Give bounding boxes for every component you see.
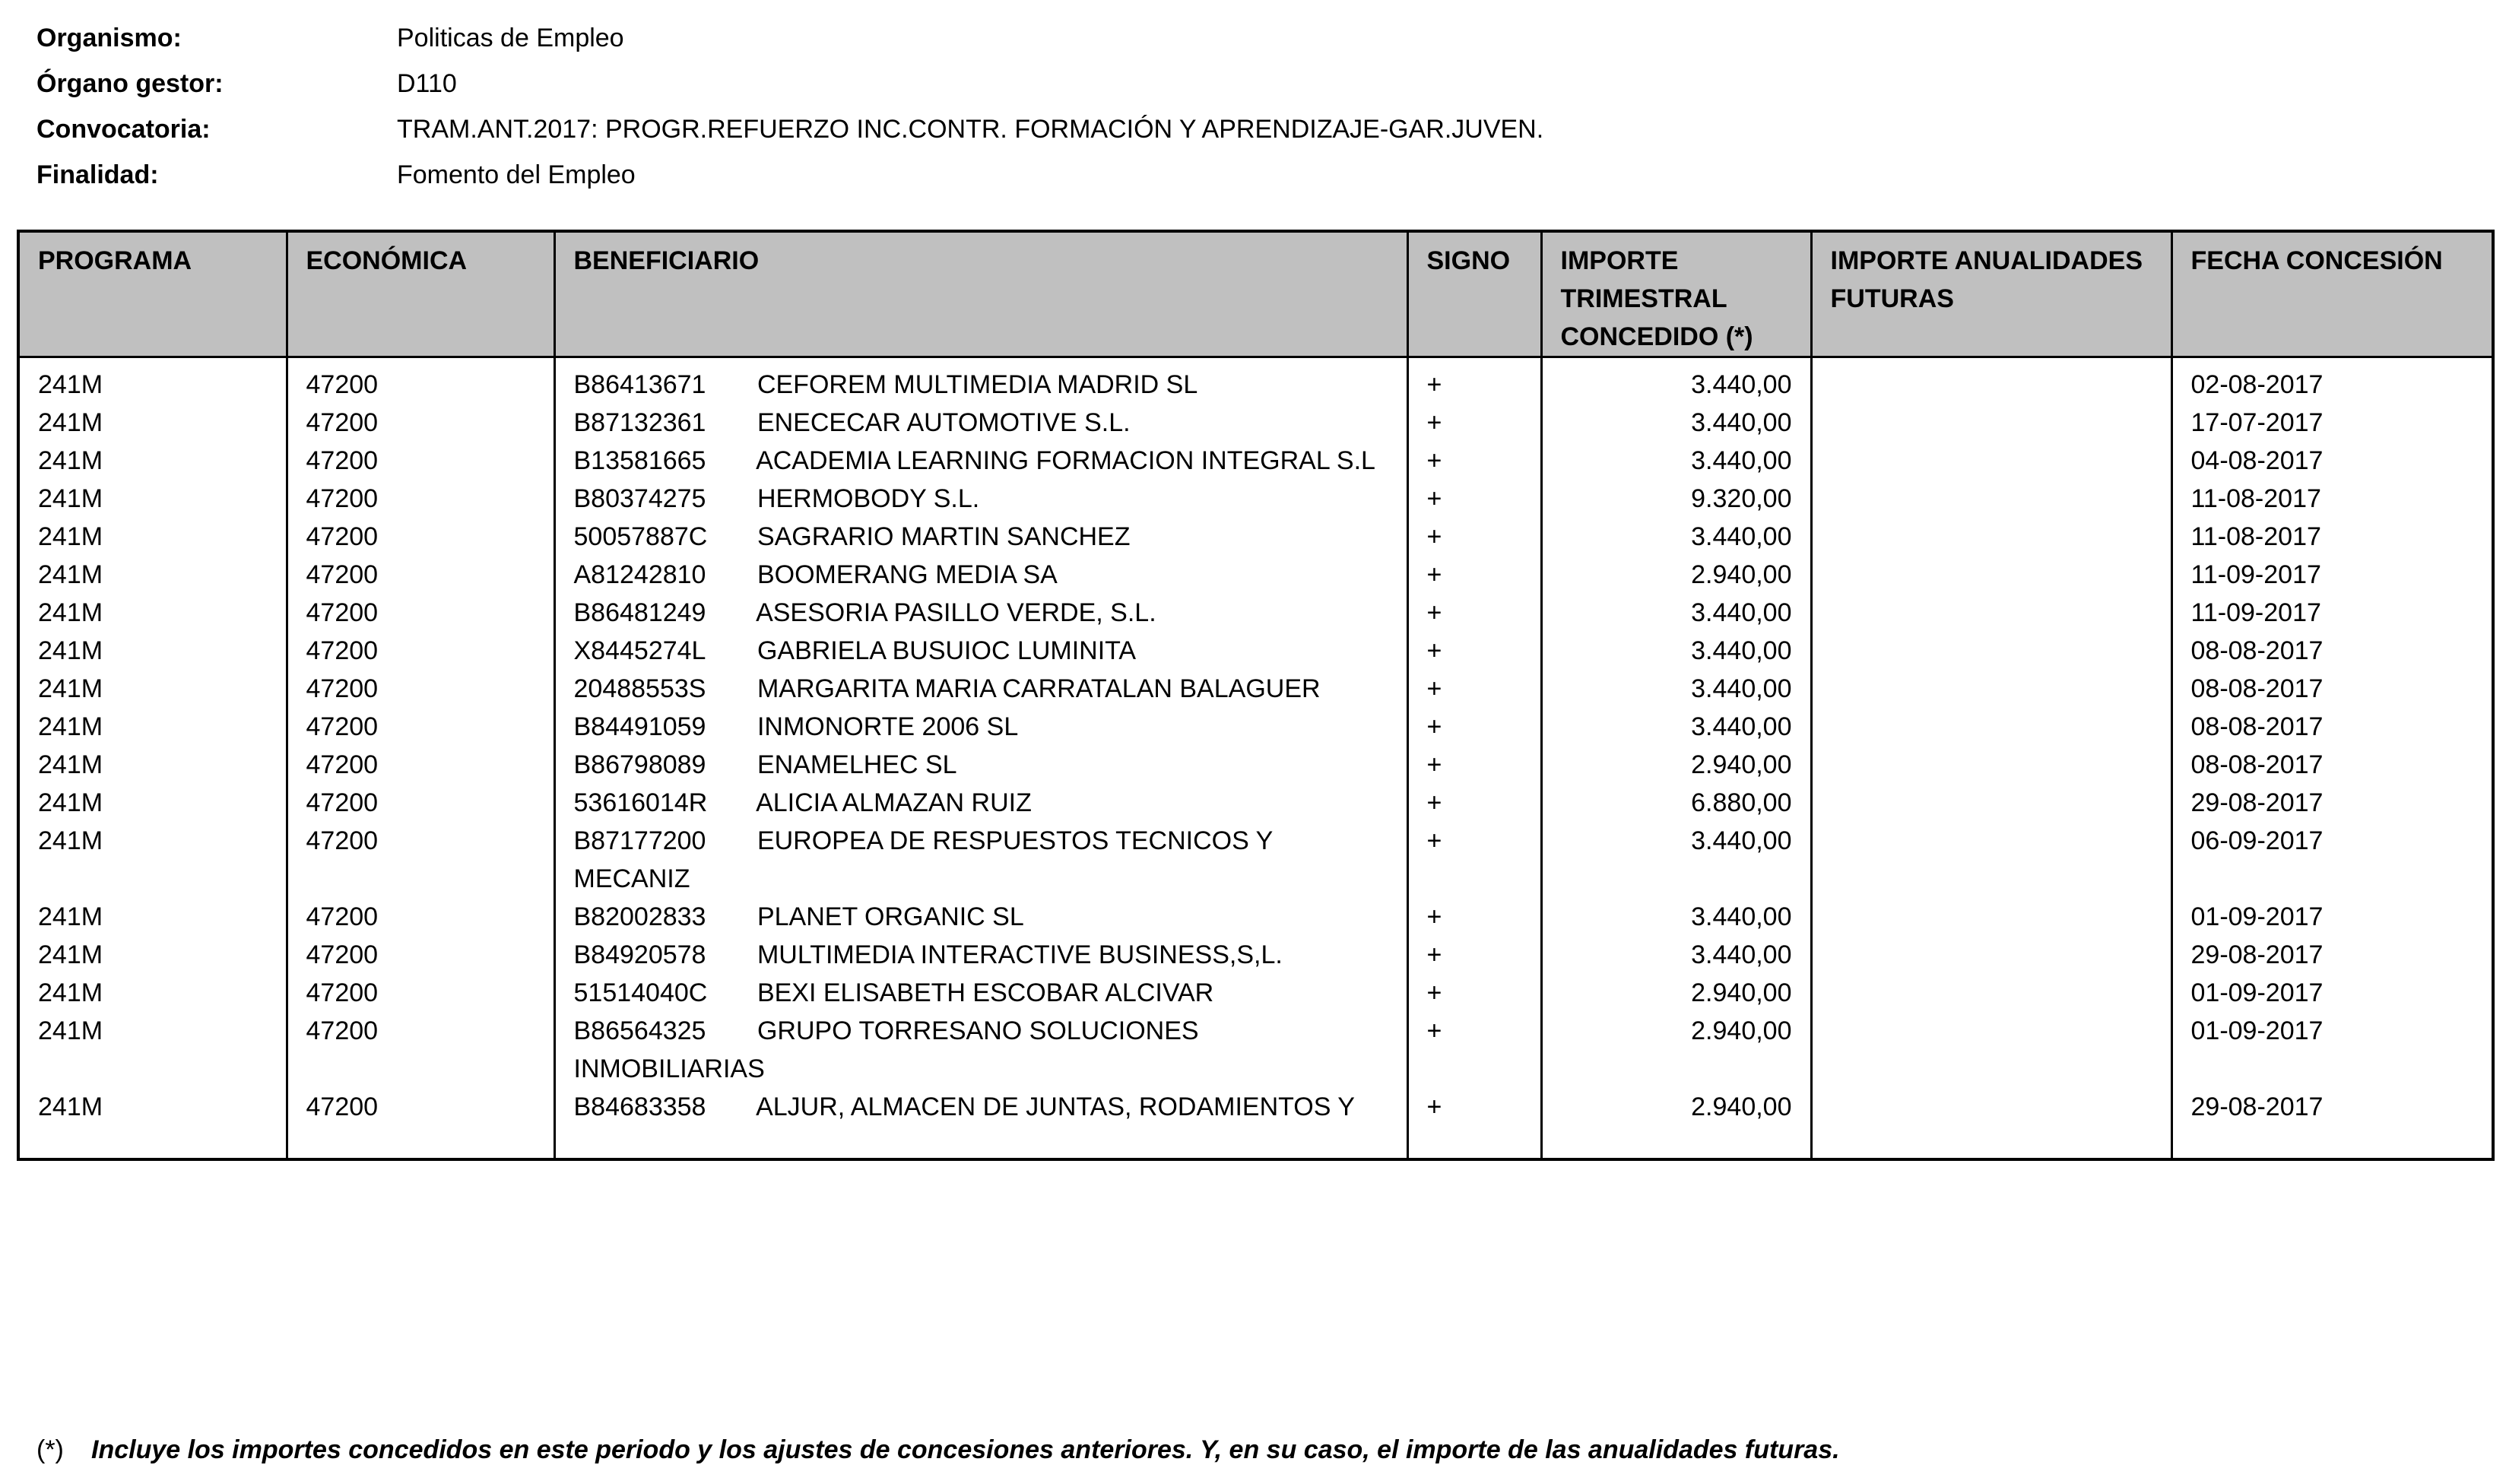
programa-cell: 241M (18, 442, 287, 480)
signo-cell: + (1407, 822, 1541, 898)
economica-cell: 47200 (287, 1012, 554, 1088)
importe-cell: 3.440,00 (1541, 518, 1811, 556)
anualidades-cell (1811, 1088, 2171, 1126)
table-filler-row (18, 1126, 2493, 1159)
beneficiario-nif: B80374275 (573, 484, 706, 513)
economica-cell: 47200 (287, 936, 554, 974)
beneficiario-nif: 53616014R (573, 788, 708, 817)
fecha-cell: 11-09-2017 (2171, 556, 2493, 594)
finalidad-value: Fomento del Empleo (397, 160, 636, 189)
organismo-value: Politicas de Empleo (397, 23, 624, 52)
programa-cell: 241M (18, 822, 287, 898)
anualidades-cell (1811, 594, 2171, 632)
filler-cell (554, 1126, 1407, 1159)
table-row (18, 708, 2493, 746)
anualidades-cell (1811, 974, 2171, 1012)
beneficiario-nombre: SAGRARIO MARTIN SANCHEZ (757, 522, 1131, 551)
signo-cell: + (1407, 784, 1541, 822)
economica-cell: 47200 (287, 670, 554, 708)
anualidades-cell (1811, 632, 2171, 670)
fecha-cell: 02-08-2017 (2171, 357, 2493, 404)
economica-cell: 47200 (287, 404, 554, 442)
fecha-cell: 11-08-2017 (2171, 518, 2493, 556)
table-row (18, 1088, 2493, 1126)
convocatoria-row (36, 106, 2393, 152)
economica-cell: 47200 (287, 556, 554, 594)
table-header-row (18, 231, 2493, 357)
programa-cell: 241M (18, 518, 287, 556)
table-row (18, 746, 2493, 784)
signo-cell: + (1407, 632, 1541, 670)
beneficiario-cell (554, 518, 1407, 556)
beneficiario-cell (554, 442, 1407, 480)
anualidades-cell (1811, 898, 2171, 936)
beneficiario-nif: 50057887C (573, 522, 708, 551)
fecha-cell: 11-08-2017 (2171, 480, 2493, 518)
fecha-cell: 01-09-2017 (2171, 1012, 2493, 1088)
importe-cell: 2.940,00 (1541, 974, 1811, 1012)
table-row (18, 404, 2493, 442)
beneficiario-nombre: INMONORTE 2006 SL (757, 712, 1019, 741)
beneficiario-nombre: BEXI ELISABETH ESCOBAR ALCIVAR (757, 978, 1214, 1007)
economica-cell: 47200 (287, 898, 554, 936)
signo-cell: + (1407, 1088, 1541, 1126)
beneficiario-nombre: EUROPEA DE RESPUESTOS TECNICOS Y MECANIZ (573, 826, 1273, 893)
column-header-programa: PROGRAMA (18, 231, 287, 357)
programa-cell: 241M (18, 594, 287, 632)
column-header-fecha-concesion: FECHA CONCESIÓN (2171, 231, 2493, 357)
fecha-cell: 29-08-2017 (2171, 784, 2493, 822)
organo-gestor-value: D110 (397, 68, 457, 98)
anualidades-cell (1811, 822, 2171, 898)
economica-cell: 47200 (287, 480, 554, 518)
importe-cell: 3.440,00 (1541, 632, 1811, 670)
fecha-cell: 08-08-2017 (2171, 708, 2493, 746)
programa-cell: 241M (18, 670, 287, 708)
beneficiario-nombre: PLANET ORGANIC SL (757, 902, 1024, 931)
signo-cell: + (1407, 594, 1541, 632)
footnote-mark: (*) (36, 1435, 64, 1464)
beneficiario-nif: B84683358 (573, 1092, 706, 1121)
economica-cell: 47200 (287, 822, 554, 898)
beneficiario-nif: 51514040C (573, 978, 708, 1007)
beneficiario-cell (554, 746, 1407, 784)
beneficiario-cell (554, 898, 1407, 936)
signo-cell: + (1407, 556, 1541, 594)
signo-cell: + (1407, 357, 1541, 404)
signo-cell: + (1407, 898, 1541, 936)
beneficiario-nif: 20488553S (573, 674, 706, 703)
beneficiario-nombre: ALICIA ALMAZAN RUIZ (756, 788, 1032, 817)
beneficiario-cell (554, 936, 1407, 974)
beneficiario-cell (554, 1088, 1407, 1126)
column-header-importe-trimestral: IMPORTE TRIMESTRAL CONCEDIDO (*) (1541, 231, 1811, 357)
anualidades-cell (1811, 480, 2171, 518)
beneficiario-cell (554, 480, 1407, 518)
beneficiario-nif: B13581665 (573, 446, 706, 475)
fecha-cell: 29-08-2017 (2171, 1088, 2493, 1126)
beneficiario-nombre: CEFOREM MULTIMEDIA MADRID SL (757, 370, 1198, 399)
table-row (18, 442, 2493, 480)
programa-cell: 241M (18, 708, 287, 746)
importe-cell: 3.440,00 (1541, 708, 1811, 746)
beneficiario-nombre: GABRIELA BUSUIOC LUMINITA (757, 636, 1137, 665)
signo-cell: + (1407, 746, 1541, 784)
table-row (18, 1012, 2493, 1088)
table-row (18, 480, 2493, 518)
organismo-row (36, 15, 2393, 61)
economica-cell: 47200 (287, 746, 554, 784)
economica-cell: 47200 (287, 974, 554, 1012)
programa-cell: 241M (18, 632, 287, 670)
organo-gestor-row (36, 61, 2393, 106)
beneficiario-nif: A81242810 (573, 560, 706, 589)
table-row (18, 974, 2493, 1012)
signo-cell: + (1407, 670, 1541, 708)
table-row (18, 898, 2493, 936)
economica-cell: 47200 (287, 632, 554, 670)
beneficiario-nombre: ENECECAR AUTOMOTIVE S.L. (757, 408, 1131, 437)
programa-cell: 241M (18, 480, 287, 518)
importe-cell: 3.440,00 (1541, 594, 1811, 632)
anualidades-cell (1811, 746, 2171, 784)
importe-cell: 3.440,00 (1541, 357, 1811, 404)
programa-cell: 241M (18, 936, 287, 974)
table-row (18, 357, 2493, 404)
beneficiario-nombre: ACADEMIA LEARNING FORMACION INTEGRAL S.L (756, 446, 1375, 475)
importe-cell: 2.940,00 (1541, 746, 1811, 784)
importe-cell: 9.320,00 (1541, 480, 1811, 518)
footnote-text: Incluye los importes concedidos en este periodo y los ajustes de concesiones anteriores. Y, en su caso, el importe de las anualidades futuras. (91, 1435, 1840, 1464)
beneficiario-cell (554, 632, 1407, 670)
table-row (18, 670, 2493, 708)
fecha-cell: 01-09-2017 (2171, 898, 2493, 936)
signo-cell: + (1407, 442, 1541, 480)
beneficiario-cell (554, 357, 1407, 404)
table-row (18, 784, 2493, 822)
signo-cell: + (1407, 708, 1541, 746)
signo-cell: + (1407, 1012, 1541, 1088)
filler-cell (1811, 1126, 2171, 1159)
table-row (18, 556, 2493, 594)
beneficiario-nombre: GRUPO TORRESANO SOLUCIONES INMOBILIARIAS (573, 1016, 1199, 1083)
anualidades-cell (1811, 357, 2171, 404)
importe-cell: 3.440,00 (1541, 936, 1811, 974)
beneficiario-nombre: ALJUR, ALMACEN DE JUNTAS, RODAMIENTOS Y (756, 1092, 1355, 1121)
signo-cell: + (1407, 480, 1541, 518)
fecha-cell: 08-08-2017 (2171, 632, 2493, 670)
beneficiario-cell (554, 404, 1407, 442)
beneficiario-nombre: MULTIMEDIA INTERACTIVE BUSINESS,S,L. (757, 940, 1283, 969)
table-row (18, 632, 2493, 670)
anualidades-cell (1811, 518, 2171, 556)
anualidades-cell (1811, 670, 2171, 708)
column-header-beneficiario: BENEFICIARIO (554, 231, 1407, 357)
beneficiario-nombre: ASESORIA PASILLO VERDE, S.L. (756, 598, 1156, 627)
finalidad-label: Finalidad: (36, 160, 159, 189)
programa-cell: 241M (18, 974, 287, 1012)
fecha-cell: 08-08-2017 (2171, 670, 2493, 708)
beneficiario-nif: B87177200 (573, 826, 706, 855)
importe-cell: 3.440,00 (1541, 442, 1811, 480)
beneficiario-nif: X8445274L (573, 636, 706, 665)
beneficiario-cell (554, 594, 1407, 632)
economica-cell: 47200 (287, 784, 554, 822)
fecha-cell: 06-09-2017 (2171, 822, 2493, 898)
importe-cell: 3.440,00 (1541, 822, 1811, 898)
anualidades-cell (1811, 442, 2171, 480)
importe-cell: 2.940,00 (1541, 556, 1811, 594)
beneficiario-nif: B86481249 (573, 598, 706, 627)
organo-gestor-label: Órgano gestor: (36, 68, 224, 98)
programa-cell: 241M (18, 1088, 287, 1126)
programa-cell: 241M (18, 784, 287, 822)
filler-cell (287, 1126, 554, 1159)
fecha-cell: 08-08-2017 (2171, 746, 2493, 784)
fecha-cell: 01-09-2017 (2171, 974, 2493, 1012)
signo-cell: + (1407, 936, 1541, 974)
filler-cell (1541, 1126, 1811, 1159)
column-header-economica: ECONÓMICA (287, 231, 554, 357)
column-header-signo: SIGNO (1407, 231, 1541, 357)
column-header-importe-anualidades: IMPORTE ANUALIDADES FUTURAS (1811, 231, 2171, 357)
importe-cell: 6.880,00 (1541, 784, 1811, 822)
beneficiario-cell (554, 1012, 1407, 1088)
filler-cell (18, 1126, 287, 1159)
fecha-cell: 11-09-2017 (2171, 594, 2493, 632)
beneficiario-nombre: HERMOBODY S.L. (757, 484, 980, 513)
table-row (18, 594, 2493, 632)
anualidades-cell (1811, 936, 2171, 974)
beneficiario-cell (554, 974, 1407, 1012)
importe-cell: 3.440,00 (1541, 404, 1811, 442)
fecha-cell: 29-08-2017 (2171, 936, 2493, 974)
economica-cell: 47200 (287, 1088, 554, 1126)
economica-cell: 47200 (287, 594, 554, 632)
beneficiario-cell (554, 708, 1407, 746)
programa-cell: 241M (18, 556, 287, 594)
anualidades-cell (1811, 784, 2171, 822)
table-body (18, 357, 2493, 1160)
beneficiario-nombre: BOOMERANG MEDIA SA (757, 560, 1058, 589)
filler-cell (2171, 1126, 2493, 1159)
anualidades-cell (1811, 1012, 2171, 1088)
document-header (36, 15, 2393, 198)
anualidades-cell (1811, 708, 2171, 746)
economica-cell: 47200 (287, 708, 554, 746)
importe-cell: 3.440,00 (1541, 898, 1811, 936)
programa-cell: 241M (18, 404, 287, 442)
beneficiario-cell (554, 822, 1407, 898)
beneficiario-nif: B82002833 (573, 902, 706, 931)
table-row (18, 822, 2493, 898)
beneficiario-cell (554, 556, 1407, 594)
filler-cell (1407, 1126, 1541, 1159)
beneficiario-nif: B87132361 (573, 408, 706, 437)
programa-cell: 241M (18, 357, 287, 404)
signo-cell: + (1407, 404, 1541, 442)
economica-cell: 47200 (287, 518, 554, 556)
convocatoria-value: TRAM.ANT.2017: PROGR.REFUERZO INC.CONTR. FORMACIÓN Y APRENDIZAJE-GAR.JUVEN. (397, 114, 1544, 144)
footnote (36, 1435, 1840, 1465)
beneficiario-cell (554, 670, 1407, 708)
programa-cell: 241M (18, 1012, 287, 1088)
beneficiario-nombre: ENAMELHEC SL (757, 750, 957, 779)
grants-table (17, 230, 2495, 1161)
beneficiario-nombre: MARGARITA MARIA CARRATALAN BALAGUER (757, 674, 1321, 703)
anualidades-cell (1811, 556, 2171, 594)
finalidad-row (36, 152, 2393, 198)
anualidades-cell (1811, 404, 2171, 442)
importe-cell: 2.940,00 (1541, 1088, 1811, 1126)
signo-cell: + (1407, 974, 1541, 1012)
fecha-cell: 04-08-2017 (2171, 442, 2493, 480)
organismo-label: Organismo: (36, 23, 182, 52)
importe-cell: 2.940,00 (1541, 1012, 1811, 1088)
beneficiario-cell (554, 784, 1407, 822)
beneficiario-nif: B86564325 (573, 1016, 706, 1045)
signo-cell: + (1407, 518, 1541, 556)
table-row (18, 518, 2493, 556)
convocatoria-label: Convocatoria: (36, 114, 211, 144)
beneficiario-nif: B86798089 (573, 750, 706, 779)
beneficiario-nif: B86413671 (573, 370, 706, 399)
programa-cell: 241M (18, 746, 287, 784)
fecha-cell: 17-07-2017 (2171, 404, 2493, 442)
beneficiario-nif: B84491059 (573, 712, 706, 741)
beneficiario-nif: B84920578 (573, 940, 706, 969)
table-row (18, 936, 2493, 974)
economica-cell: 47200 (287, 357, 554, 404)
economica-cell: 47200 (287, 442, 554, 480)
programa-cell: 241M (18, 898, 287, 936)
importe-cell: 3.440,00 (1541, 670, 1811, 708)
